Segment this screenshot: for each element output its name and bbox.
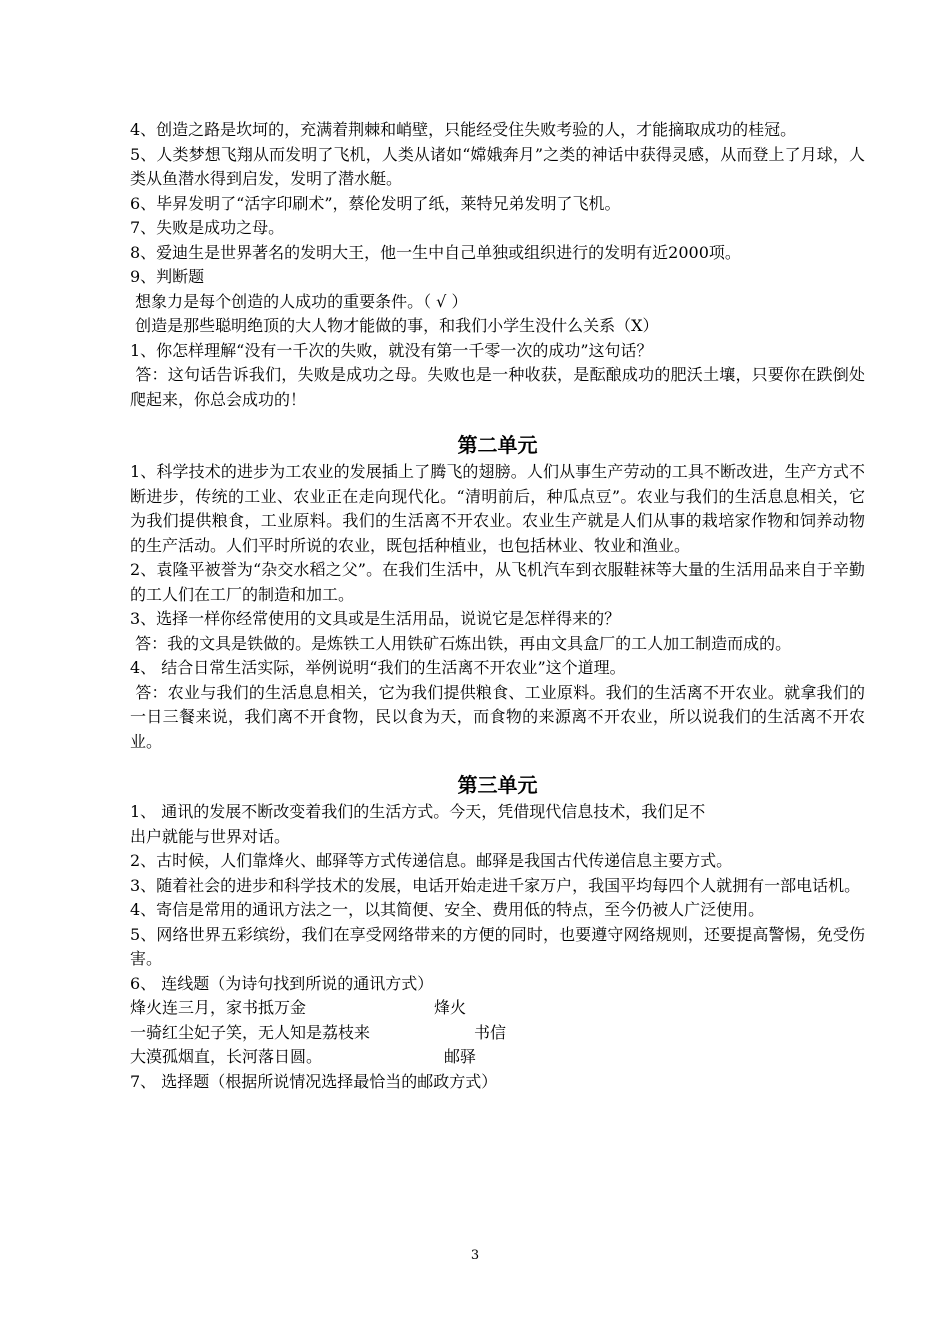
unit3-heading: 第三单元 xyxy=(457,773,538,797)
matching-answer: 邮驿 xyxy=(444,1047,477,1066)
unit2-item-1: 1、科学技术的进步为工农业的发展插上了腾飞的翅膀。人们从事生产劳动的工具不断改进，生产方式不断进步，传统的工业、农业正在走向现代化。“清明前后，种瓜点豆”。农业与我们的生活息息相关，它为我们提供粮食，工业原料。我们的生活离不开农业。农业生产就是人们从事的栽培家作物和饲养动物的生产活动。人们平时所说的农业，既包括种植业，也包括林业、牧业和渔业。 xyxy=(130,462,865,555)
matching-row xyxy=(130,1045,865,1070)
matching-row xyxy=(130,1021,865,1046)
unit1-answer: 答：这句话告诉我们，失败是成功之母。失败也是一种收获，是酝酿成功的肥沃土壤，只要你在跌倒处爬起来，你总会成功的！ xyxy=(130,365,865,409)
matching-answer: 书信 xyxy=(474,1022,507,1042)
unit1-section xyxy=(130,118,865,412)
unit3-item-4: 4、寄信是常用的通讯方法之一，以其简便、安全、费用低的特点，至今仍被人广泛使用。 xyxy=(130,900,765,919)
page-content xyxy=(130,118,865,1094)
unit3-item-3: 3、随着社会的进步和科学技术的发展，电话开始走进千家万户，我国平均每四个人就拥有一部电话机。 xyxy=(130,875,861,895)
unit2-section xyxy=(130,460,865,754)
unit3-item-5: 5、网络世界五彩缤纷，我们在享受网络带来的方便的同时，也要遵守网络规则，还要提高警惕，免受伤害。 xyxy=(130,924,865,968)
matching-poem: 大漠孤烟直，长河落日圆。 xyxy=(130,1047,323,1066)
unit2-answer-4: 答：农业与我们的生活息息相关，它为我们提供粮食、工业原料。我们的生活离不开农业。就拿我们的一日三餐来说，我们离不开食物，民以食为天，而食物的来源离不开农业，所以说我们的生活离不开农业。 xyxy=(130,682,865,751)
judgement-question-2: 创造是那些聪明绝顶的大人物才能做的事，和我们小学生没什么关系（X） xyxy=(130,316,659,335)
unit1-item-7: 7、失败是成功之母。 xyxy=(130,218,285,237)
unit3-item-7: 7、 选择题（根据所说情况选择最恰当的邮政方式） xyxy=(130,1071,498,1091)
unit1-item-6: 6、毕昇发明了“活字印刷术”，蔡伦发明了纸，莱特兄弟发明了飞机。 xyxy=(130,193,621,213)
unit1-item-8: 8、爱迪生是世界著名的发明大王，他一生中自己单独或组织进行的发明有近2000项。 xyxy=(130,242,741,262)
unit3-item-1-line1: 1、 通讯的发展不断改变着我们的生活方式。今天，凭借现代信息技术，我们足不 xyxy=(130,802,706,821)
unit3-item-1-line2: 出户就能与世界对话。 xyxy=(130,826,291,846)
unit2-item-2: 2、袁隆平被誉为“杂交水稻之父”。在我们生活中，从飞机汽车到衣服鞋袜等大量的生活用品来自于辛勤的工人们在工厂的制造和加工。 xyxy=(130,560,865,604)
unit3-section xyxy=(130,800,865,1094)
unit1-item-9: 9、判断题 xyxy=(130,267,205,286)
matching-poem: 烽火连三月，家书抵万金 xyxy=(130,998,307,1017)
judgement-question-1: 想象力是每个创造的人成功的重要条件。（ √ ） xyxy=(130,291,468,311)
unit3-item-2: 2、古时候，人们靠烽火、邮驿等方式传递信息。邮驿是我国古代传递信息主要方式。 xyxy=(130,851,733,870)
unit2-item-4: 4、 结合日常生活实际，举例说明“我们的生活离不开农业”这个道理。 xyxy=(130,658,626,677)
unit3-item-6: 6、 连线题（为诗句找到所说的通讯方式） xyxy=(130,973,434,993)
unit2-item-3: 3、选择一样你经常使用的文具或是生活用品，说说它是怎样得来的？ xyxy=(130,609,621,628)
page-number: 3 xyxy=(470,1248,480,1263)
unit1-item-4: 4、创造之路是坎坷的，充满着荆棘和峭壁，只能经受住失败考验的人，才能摘取成功的桂冠。 xyxy=(130,120,797,139)
matching-poem: 一骑红尘妃子笑，无人知是荔枝来 xyxy=(130,1022,371,1042)
unit1-question: 1、你怎样理解“没有一千次的失败，就没有第一千零一次的成功”这句话？ xyxy=(130,340,653,360)
matching-row xyxy=(130,996,865,1021)
unit1-item-5: 5、人类梦想飞翔从而发明了飞机，人类从诸如“嫦娥奔月”之类的神话中获得灵感，从而登上了月球，人类从鱼潜水得到启发，发明了潜水艇。 xyxy=(130,144,865,188)
unit2-answer-3: 答：我的文具是铁做的。是炼铁工人用铁矿石炼出铁，再由文具盒厂的工人加工制造而成的。 xyxy=(130,633,792,653)
matching-answer: 烽火 xyxy=(434,998,467,1017)
unit2-heading: 第二单元 xyxy=(457,433,538,457)
